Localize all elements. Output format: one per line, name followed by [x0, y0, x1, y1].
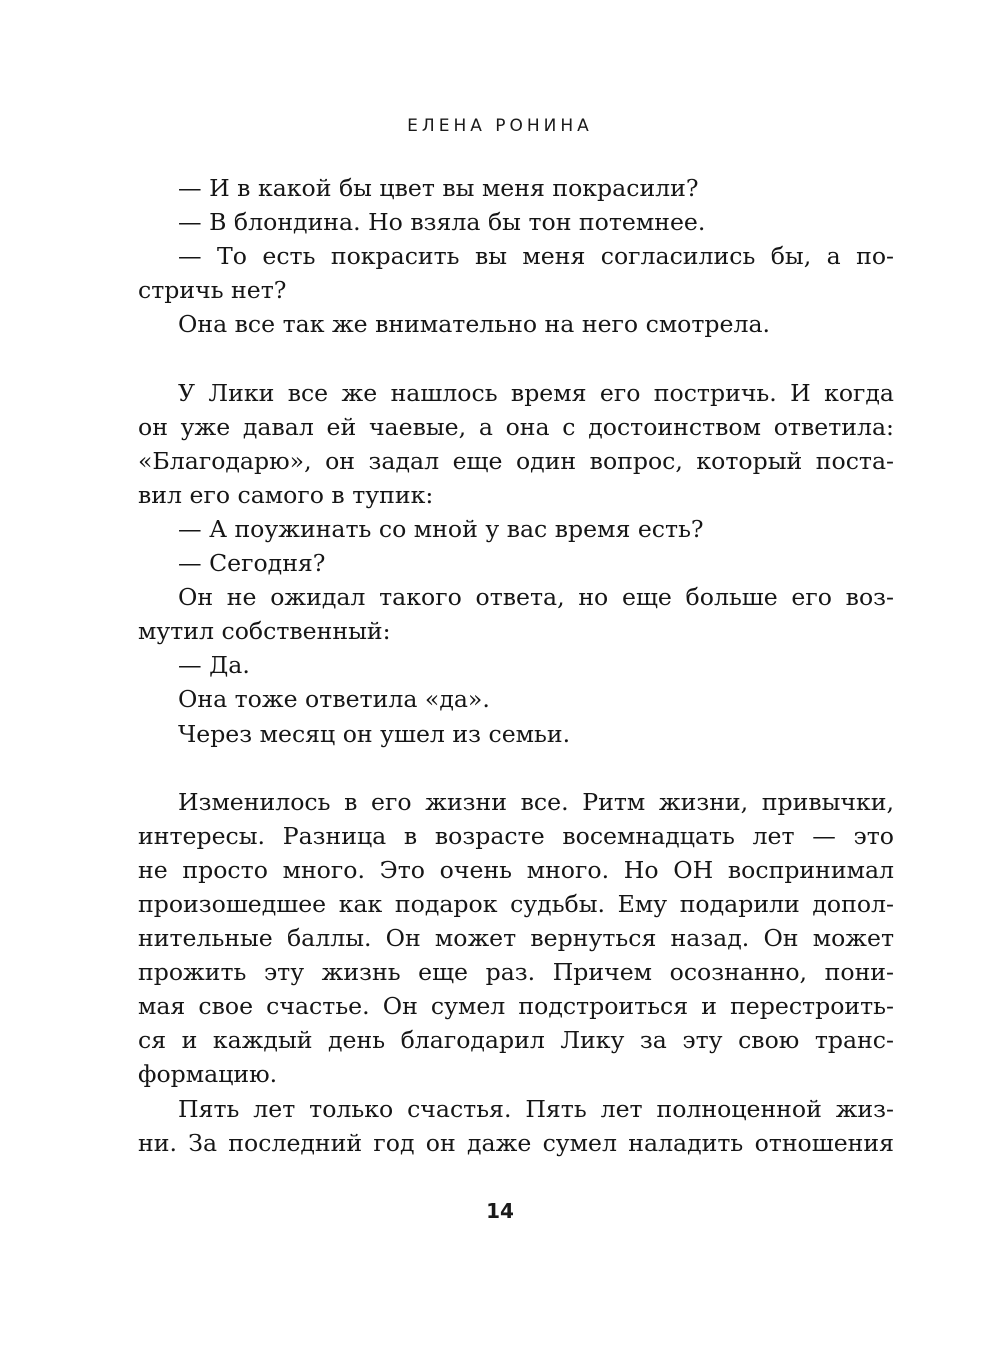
text-line: мая свое счастье. Он сумел подстроиться и перестроить-	[138, 992, 894, 1021]
text-line: Она все так же внимательно на него смотрела.	[178, 310, 771, 339]
text-line: У Лики все же нашлось время его постричь. И когда	[178, 378, 894, 407]
text-line: не просто много. Это очень много. Но ОН воспринимал	[138, 855, 894, 884]
text-line: — И в какой бы цвет вы меня покрасили?	[178, 174, 699, 202]
text-line: «Благодарю», он задал еще один вопрос, который поста-	[138, 446, 894, 475]
body-text	[138, 171, 894, 1160]
text-line: — Сегодня?	[178, 549, 326, 578]
text-line: формацию.	[138, 1060, 278, 1089]
text-line: прожить эту жизнь еще раз. Причем осознанно, пони-	[138, 958, 894, 987]
paragraph-break	[138, 751, 894, 785]
text-line: ся и каждый день благодарил Лику за эту свою транс-	[138, 1026, 894, 1055]
text-line: — А поужинать со мной у вас время есть?	[178, 514, 704, 543]
page-number: 14	[486, 1199, 514, 1223]
text-line: ни. За последний год он даже сумел наладить отношения	[138, 1128, 894, 1157]
text-line: интересы. Разница в возрасте восемнадцать лет — это	[138, 821, 894, 850]
text-line: Через месяц он ушел из семьи.	[178, 719, 571, 748]
text-line: он уже давал ей чаевые, а она с достоинством ответила:	[138, 412, 894, 441]
text-line: нительные баллы. Он может вернуться назад. Он может	[138, 924, 894, 953]
text-line: — То есть покрасить вы меня согласились бы, а по-	[178, 242, 894, 271]
running-head: ЕЛЕНА РОНИНА	[407, 116, 593, 136]
text-line: Она тоже ответила «да».	[178, 685, 490, 714]
text-line: мутил собственный:	[138, 617, 391, 646]
text-line: — В блондина. Но взяла бы тон потемнее.	[178, 208, 706, 237]
text-line: Пять лет только счастья. Пять лет полноценной жиз-	[178, 1094, 894, 1123]
text-line: стричь нет?	[138, 276, 287, 305]
text-line: произошедшее как подарок судьбы. Ему подарили допол-	[138, 889, 894, 918]
text-line: Изменилось в его жизни все. Ритм жизни, привычки,	[178, 787, 894, 816]
text-line: — Да.	[178, 651, 250, 680]
paragraph-break	[138, 341, 894, 375]
text-line: Он не ожидал такого ответа, но еще больше его воз-	[178, 583, 894, 612]
text-line: вил его самого в тупик:	[138, 480, 434, 509]
